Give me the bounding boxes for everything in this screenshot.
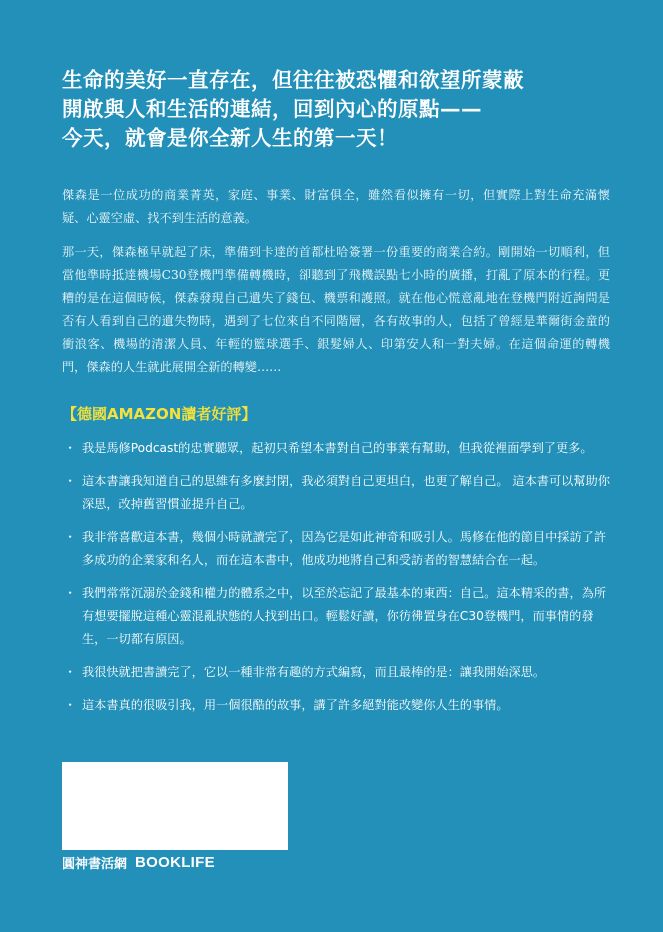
- headline-line-3: 今天，就會是你全新人生的第一天！: [62, 126, 398, 150]
- review-item: [62, 694, 610, 717]
- bullet-icon: ・: [64, 530, 77, 544]
- review-item: [62, 526, 610, 572]
- review-item: [62, 661, 610, 684]
- bullet-icon: ・: [64, 586, 77, 600]
- review-text: 這本書真的很吸引我，用一個很酷的故事，講了許多絕對能改變你人生的事情。: [82, 698, 509, 712]
- review-item: [62, 470, 610, 516]
- review-text: 我很快就把書讀完了，它以一種非常有趣的方式編寫，而且最棒的是：讓我開始深思。: [82, 665, 546, 679]
- bullet-icon: ・: [64, 441, 77, 455]
- synopsis-paragraph-2: 那一天，傑森極早就起了床，準備到卡達的首都杜哈簽署一份重要的商業合約。剛開始一切順利，但當他準時抵達機場C30登機門準備轉機時，卻聽到了飛機誤點七小時的廣播，打亂了原本的行程。更糟的是在這個時候，傑森發現自己遺失了錢包、機票和護照。就在他心慌意亂地在登機門附近詢問是否有人看到自己的遺失物時，遇到了七位來自不同階層，各有故事的人，包括了曾經是華爾街金童的衝浪客、機場的清潔人員、年輕的籃球選手、銀髮婦人、印第安人和一對夫婦。在這個命運的轉機門，傑森的人生就此展開全新的轉變……: [62, 245, 610, 374]
- review-text: 這本書讓我知道自己的思維有多麼封閉，我必須對自己更坦白，也更了解自己。 這本書可以幫助你深思，改掉舊習慣並提升自己。: [82, 474, 610, 511]
- review-item: [62, 582, 610, 651]
- bullet-icon: ・: [64, 698, 77, 712]
- barcode-area: [62, 762, 288, 850]
- review-text: 我非常喜歡這本書，幾個小時就讀完了，因為它是如此神奇和吸引人。馬修在他的節目中採訪了許多成功的企業家和名人，而在這本書中，他成功地將自己和受訪者的智慧結合在一起。: [82, 530, 607, 567]
- review-item: [62, 437, 610, 460]
- booklife-logo: BOOKLIFE: [135, 854, 215, 871]
- synopsis-paragraph-1: 傑森是一位成功的商業菁英，家庭、事業、財富俱全，雖然看似擁有一切，但實際上對生命充滿懷疑、心靈空虛、找不到生活的意義。: [62, 188, 610, 225]
- publisher-chinese-name: 圓神書活網: [62, 857, 128, 872]
- bullet-icon: ・: [64, 474, 77, 488]
- publisher-logo: [62, 853, 215, 872]
- review-text: 我們常常沉溺於金錢和權力的體系之中，以至於忘記了最基本的東西：自己。這本精采的書，為所有想要擺脫這種心靈混亂狀態的人找到出口。輕鬆好讀，你彷彿置身在C30登機門，而事情的發生，一切都有原因。: [82, 586, 607, 646]
- headline: [62, 66, 622, 153]
- synopsis: [62, 184, 610, 390]
- headline-line-1: 生命的美好一直存在，但往往被恐懼和欲望所蒙蔽: [62, 68, 524, 92]
- review-text: 我是馬修Podcast的忠實聽眾，起初只希望本書對自己的事業有幫助，但我從裡面學到了更多。: [82, 441, 593, 455]
- reviews-heading: 【德國AMAZON讀者好評】: [62, 405, 257, 423]
- bullet-icon: ・: [64, 665, 77, 679]
- reviews-list: [62, 437, 610, 727]
- headline-line-2: 開啟與人和生活的連結，回到內心的原點——: [62, 97, 482, 121]
